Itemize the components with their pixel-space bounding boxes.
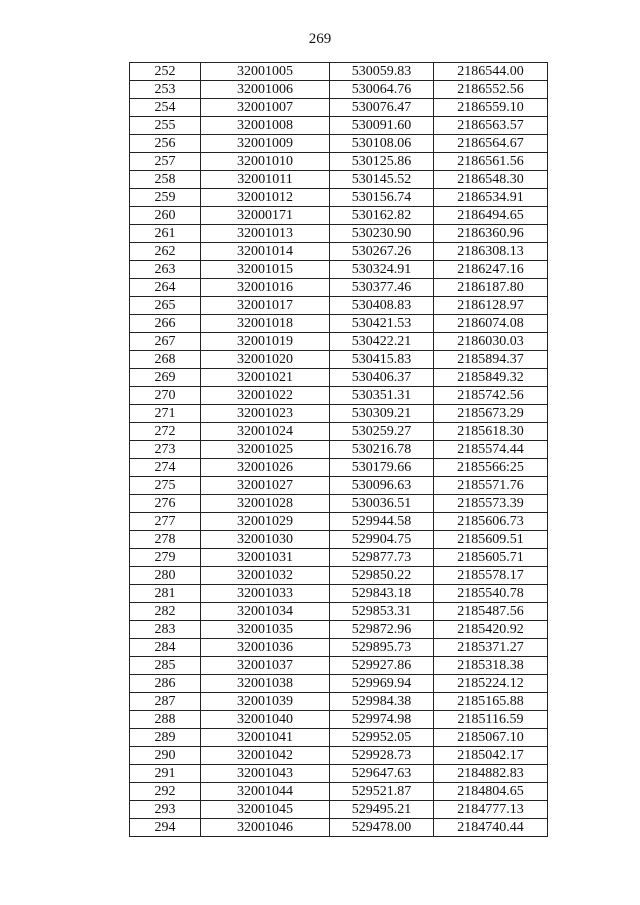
point-id-cell: 32001013 — [201, 225, 330, 243]
x-coordinate-cell: 529843.18 — [330, 585, 434, 603]
table-row — [130, 711, 548, 729]
y-coordinate-cell: 2185573.39 — [434, 495, 548, 513]
table-row — [130, 621, 548, 639]
point-number-cell: 289 — [130, 729, 201, 747]
x-coordinate-cell: 530230.90 — [330, 225, 434, 243]
table-row — [130, 243, 548, 261]
x-coordinate-cell: 530076.47 — [330, 99, 434, 117]
point-id-cell: 32001035 — [201, 621, 330, 639]
table-row — [130, 657, 548, 675]
point-id-cell: 32001029 — [201, 513, 330, 531]
table-row — [130, 801, 548, 819]
y-coordinate-cell: 2185067.10 — [434, 729, 548, 747]
x-coordinate-cell: 530377.46 — [330, 279, 434, 297]
x-coordinate-cell: 529647.63 — [330, 765, 434, 783]
x-coordinate-cell: 530351.31 — [330, 387, 434, 405]
y-coordinate-cell: 2184777.13 — [434, 801, 548, 819]
x-coordinate-cell: 529872.96 — [330, 621, 434, 639]
point-number-cell: 252 — [130, 63, 201, 81]
point-number-cell: 276 — [130, 495, 201, 513]
table-row — [130, 477, 548, 495]
table-row — [130, 513, 548, 531]
table-row — [130, 297, 548, 315]
point-id-cell: 32001014 — [201, 243, 330, 261]
point-id-cell: 32001039 — [201, 693, 330, 711]
point-id-cell: 32001026 — [201, 459, 330, 477]
y-coordinate-cell: 2185487.56 — [434, 603, 548, 621]
point-id-cell: 32001021 — [201, 369, 330, 387]
point-id-cell: 32001010 — [201, 153, 330, 171]
table-row — [130, 81, 548, 99]
point-number-cell: 284 — [130, 639, 201, 657]
point-number-cell: 278 — [130, 531, 201, 549]
point-id-cell: 32001017 — [201, 297, 330, 315]
y-coordinate-cell: 2185574.44 — [434, 441, 548, 459]
table-row — [130, 603, 548, 621]
table-row — [130, 495, 548, 513]
x-coordinate-cell: 529895.73 — [330, 639, 434, 657]
table-row — [130, 639, 548, 657]
x-coordinate-cell: 530406.37 — [330, 369, 434, 387]
y-coordinate-cell: 2185042.17 — [434, 747, 548, 765]
table-row — [130, 279, 548, 297]
y-coordinate-cell: 2186548.30 — [434, 171, 548, 189]
x-coordinate-cell: 530259.27 — [330, 423, 434, 441]
point-id-cell: 32001022 — [201, 387, 330, 405]
point-number-cell: 293 — [130, 801, 201, 819]
point-id-cell: 32001045 — [201, 801, 330, 819]
point-id-cell: 32001043 — [201, 765, 330, 783]
point-id-cell: 32001023 — [201, 405, 330, 423]
y-coordinate-cell: 2184882.83 — [434, 765, 548, 783]
y-coordinate-cell: 2186544.00 — [434, 63, 548, 81]
y-coordinate-cell: 2186074.08 — [434, 315, 548, 333]
point-id-cell: 32001037 — [201, 657, 330, 675]
point-id-cell: 32001041 — [201, 729, 330, 747]
x-coordinate-cell: 530408.83 — [330, 297, 434, 315]
point-number-cell: 281 — [130, 585, 201, 603]
point-id-cell: 32001018 — [201, 315, 330, 333]
y-coordinate-cell: 2185165.88 — [434, 693, 548, 711]
point-number-cell: 257 — [130, 153, 201, 171]
x-coordinate-cell: 530309.21 — [330, 405, 434, 423]
point-id-cell: 32001006 — [201, 81, 330, 99]
y-coordinate-cell: 2185606.73 — [434, 513, 548, 531]
y-coordinate-cell: 2186308.13 — [434, 243, 548, 261]
x-coordinate-cell: 530125.86 — [330, 153, 434, 171]
table-row — [130, 567, 548, 585]
point-number-cell: 268 — [130, 351, 201, 369]
coordinates-table — [129, 62, 548, 837]
y-coordinate-cell: 2185566:25 — [434, 459, 548, 477]
y-coordinate-cell: 2185420.92 — [434, 621, 548, 639]
y-coordinate-cell: 2186030.03 — [434, 333, 548, 351]
x-coordinate-cell: 530162.82 — [330, 207, 434, 225]
table-row — [130, 225, 548, 243]
point-id-cell: 32001011 — [201, 171, 330, 189]
point-number-cell: 273 — [130, 441, 201, 459]
y-coordinate-cell: 2186563.57 — [434, 117, 548, 135]
y-coordinate-cell: 2185605.71 — [434, 549, 548, 567]
point-id-cell: 32001027 — [201, 477, 330, 495]
x-coordinate-cell: 530216.78 — [330, 441, 434, 459]
table-row — [130, 315, 548, 333]
y-coordinate-cell: 2184740.44 — [434, 819, 548, 837]
table-row — [130, 423, 548, 441]
point-number-cell: 265 — [130, 297, 201, 315]
table-row — [130, 117, 548, 135]
y-coordinate-cell: 2185224.12 — [434, 675, 548, 693]
point-number-cell: 277 — [130, 513, 201, 531]
point-number-cell: 253 — [130, 81, 201, 99]
x-coordinate-cell: 529904.75 — [330, 531, 434, 549]
point-id-cell: 32001007 — [201, 99, 330, 117]
point-id-cell: 32001012 — [201, 189, 330, 207]
x-coordinate-cell: 529495.21 — [330, 801, 434, 819]
x-coordinate-cell: 530091.60 — [330, 117, 434, 135]
y-coordinate-cell: 2185849.32 — [434, 369, 548, 387]
point-number-cell: 290 — [130, 747, 201, 765]
y-coordinate-cell: 2185673.29 — [434, 405, 548, 423]
x-coordinate-cell: 529952.05 — [330, 729, 434, 747]
table-row — [130, 207, 548, 225]
y-coordinate-cell: 2184804.65 — [434, 783, 548, 801]
x-coordinate-cell: 530415.83 — [330, 351, 434, 369]
point-number-cell: 267 — [130, 333, 201, 351]
point-number-cell: 272 — [130, 423, 201, 441]
x-coordinate-cell: 530324.91 — [330, 261, 434, 279]
y-coordinate-cell: 2185578.17 — [434, 567, 548, 585]
point-number-cell: 271 — [130, 405, 201, 423]
table-row — [130, 585, 548, 603]
point-id-cell: 32001025 — [201, 441, 330, 459]
point-id-cell: 32001020 — [201, 351, 330, 369]
point-id-cell: 32001030 — [201, 531, 330, 549]
table-row — [130, 729, 548, 747]
x-coordinate-cell: 530421.53 — [330, 315, 434, 333]
x-coordinate-cell: 530096.63 — [330, 477, 434, 495]
table-row — [130, 153, 548, 171]
y-coordinate-cell: 2186187.80 — [434, 279, 548, 297]
y-coordinate-cell: 2186552.56 — [434, 81, 548, 99]
page-number: 269 — [308, 31, 332, 47]
table-row — [130, 549, 548, 567]
point-number-cell: 280 — [130, 567, 201, 585]
point-number-cell: 282 — [130, 603, 201, 621]
point-number-cell: 270 — [130, 387, 201, 405]
y-coordinate-cell: 2186564.67 — [434, 135, 548, 153]
point-id-cell: 32001016 — [201, 279, 330, 297]
point-number-cell: 262 — [130, 243, 201, 261]
table-row — [130, 387, 548, 405]
point-id-cell: 32001009 — [201, 135, 330, 153]
point-id-cell: 32001040 — [201, 711, 330, 729]
point-number-cell: 264 — [130, 279, 201, 297]
point-id-cell: 32001033 — [201, 585, 330, 603]
point-number-cell: 255 — [130, 117, 201, 135]
x-coordinate-cell: 529877.73 — [330, 549, 434, 567]
table-row — [130, 441, 548, 459]
x-coordinate-cell: 530267.26 — [330, 243, 434, 261]
point-id-cell: 32001032 — [201, 567, 330, 585]
point-id-cell: 32001028 — [201, 495, 330, 513]
x-coordinate-cell: 529969.94 — [330, 675, 434, 693]
y-coordinate-cell: 2185894.37 — [434, 351, 548, 369]
point-number-cell: 294 — [130, 819, 201, 837]
x-coordinate-cell: 529478.00 — [330, 819, 434, 837]
x-coordinate-cell: 530145.52 — [330, 171, 434, 189]
table-row — [130, 63, 548, 81]
table-row — [130, 135, 548, 153]
point-id-cell: 32001036 — [201, 639, 330, 657]
point-number-cell: 269 — [130, 369, 201, 387]
point-number-cell: 283 — [130, 621, 201, 639]
x-coordinate-cell: 529521.87 — [330, 783, 434, 801]
point-number-cell: 259 — [130, 189, 201, 207]
table-row — [130, 351, 548, 369]
point-number-cell: 288 — [130, 711, 201, 729]
y-coordinate-cell: 2186561.56 — [434, 153, 548, 171]
x-coordinate-cell: 529984.38 — [330, 693, 434, 711]
point-number-cell: 285 — [130, 657, 201, 675]
point-id-cell: 32001019 — [201, 333, 330, 351]
point-number-cell: 266 — [130, 315, 201, 333]
x-coordinate-cell: 530059.83 — [330, 63, 434, 81]
point-id-cell: 32001042 — [201, 747, 330, 765]
point-number-cell: 291 — [130, 765, 201, 783]
table-row — [130, 765, 548, 783]
x-coordinate-cell: 529944.58 — [330, 513, 434, 531]
y-coordinate-cell: 2185116.59 — [434, 711, 548, 729]
table-row — [130, 459, 548, 477]
table-row — [130, 693, 548, 711]
point-number-cell: 292 — [130, 783, 201, 801]
point-number-cell: 275 — [130, 477, 201, 495]
table-row — [130, 189, 548, 207]
x-coordinate-cell: 530108.06 — [330, 135, 434, 153]
y-coordinate-cell: 2186494.65 — [434, 207, 548, 225]
point-id-cell: 32001015 — [201, 261, 330, 279]
table-row — [130, 261, 548, 279]
table-row — [130, 783, 548, 801]
x-coordinate-cell: 530179.66 — [330, 459, 434, 477]
table-row — [130, 819, 548, 837]
y-coordinate-cell: 2185742.56 — [434, 387, 548, 405]
point-id-cell: 32001024 — [201, 423, 330, 441]
table-row — [130, 405, 548, 423]
point-id-cell: 32001005 — [201, 63, 330, 81]
x-coordinate-cell: 529853.31 — [330, 603, 434, 621]
y-coordinate-cell: 2186128.97 — [434, 297, 548, 315]
table-row — [130, 747, 548, 765]
table-row — [130, 171, 548, 189]
point-number-cell: 260 — [130, 207, 201, 225]
point-number-cell: 254 — [130, 99, 201, 117]
point-id-cell: 32001046 — [201, 819, 330, 837]
x-coordinate-cell: 530064.76 — [330, 81, 434, 99]
point-id-cell: 32000171 — [201, 207, 330, 225]
x-coordinate-cell: 529974.98 — [330, 711, 434, 729]
y-coordinate-cell: 2186534.91 — [434, 189, 548, 207]
x-coordinate-cell: 530422.21 — [330, 333, 434, 351]
y-coordinate-cell: 2185609.51 — [434, 531, 548, 549]
point-number-cell: 263 — [130, 261, 201, 279]
x-coordinate-cell: 530156.74 — [330, 189, 434, 207]
point-number-cell: 256 — [130, 135, 201, 153]
x-coordinate-cell: 529927.86 — [330, 657, 434, 675]
point-number-cell: 274 — [130, 459, 201, 477]
point-id-cell: 32001034 — [201, 603, 330, 621]
table-row — [130, 333, 548, 351]
table-row — [130, 99, 548, 117]
y-coordinate-cell: 2185371.27 — [434, 639, 548, 657]
x-coordinate-cell: 529928.73 — [330, 747, 434, 765]
y-coordinate-cell: 2185571.76 — [434, 477, 548, 495]
point-id-cell: 32001008 — [201, 117, 330, 135]
table-row — [130, 675, 548, 693]
y-coordinate-cell: 2186247.16 — [434, 261, 548, 279]
table-row — [130, 369, 548, 387]
point-number-cell: 279 — [130, 549, 201, 567]
x-coordinate-cell: 530036.51 — [330, 495, 434, 513]
coordinates-table-body — [130, 63, 548, 837]
point-number-cell: 287 — [130, 693, 201, 711]
x-coordinate-cell: 529850.22 — [330, 567, 434, 585]
point-number-cell: 286 — [130, 675, 201, 693]
point-id-cell: 32001044 — [201, 783, 330, 801]
y-coordinate-cell: 2185540.78 — [434, 585, 548, 603]
y-coordinate-cell: 2185318.38 — [434, 657, 548, 675]
y-coordinate-cell: 2186360.96 — [434, 225, 548, 243]
table-row — [130, 531, 548, 549]
y-coordinate-cell: 2186559.10 — [434, 99, 548, 117]
point-id-cell: 32001038 — [201, 675, 330, 693]
point-number-cell: 258 — [130, 171, 201, 189]
y-coordinate-cell: 2185618.30 — [434, 423, 548, 441]
point-id-cell: 32001031 — [201, 549, 330, 567]
point-number-cell: 261 — [130, 225, 201, 243]
